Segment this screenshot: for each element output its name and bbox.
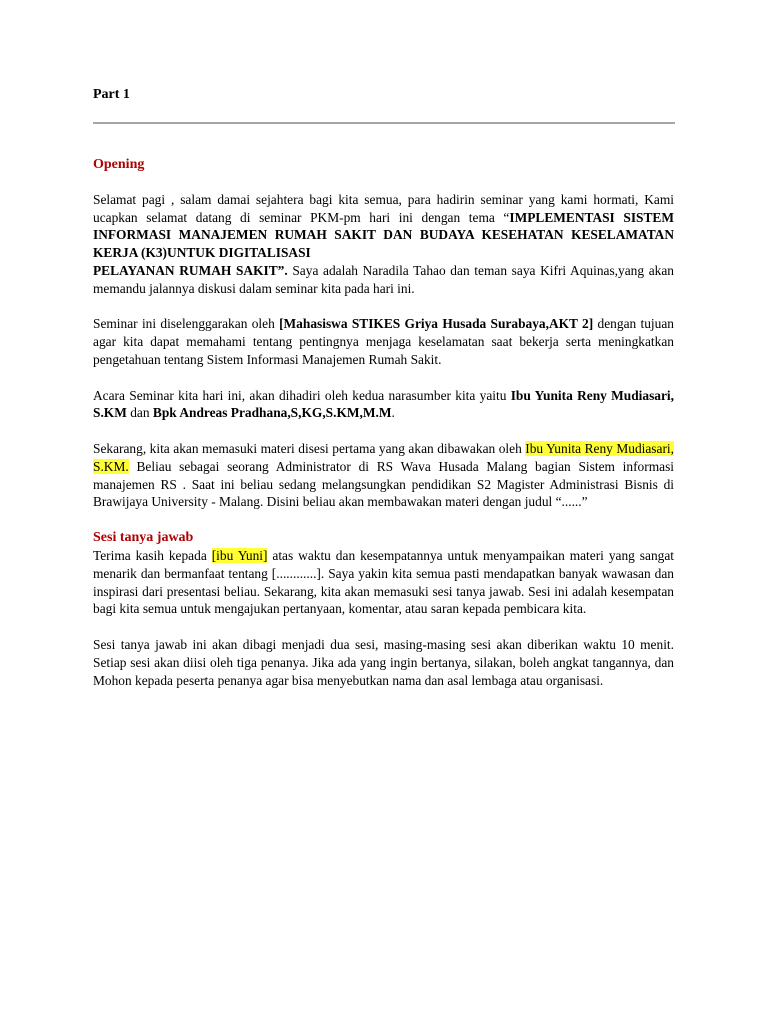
speaker-1: Ibu Yunita Reny Mudiasari, S.KM (93, 387, 674, 421)
part-title: Part 1 (93, 87, 130, 102)
text-run: Saya adalah Naradila Tahao dan teman saya Kifri Aquinas,yang akan memandu jalannya diskusi dalam seminar kita pada hari ini. (93, 262, 674, 296)
organizer: [Mahasiswa STIKES Griya Husada Surabaya,AKT 2] (279, 316, 594, 332)
seminar-theme-cont: PELAYANAN RUMAH SAKIT”. (93, 262, 288, 278)
qa-paragraph-1 (93, 547, 674, 618)
text-run: Seminar ini diselenggarakan oleh (93, 316, 280, 332)
opening-heading: Opening (93, 157, 145, 172)
text-run: atas waktu dan kesempatannya untuk menyampaikan materi yang sangat menarik dan bermanfaat tentang [............]. Saya yakin kita semua pasti mendapatkan banyak wawasan dan inspirasi dari presentasi beliau. Sekarang, kita akan memasuki sesi tanya jawab. Sesi ini adalah kesempatan bagi kita semua untuk mengajukan pertanyaan, komentar, atau saran kepada pembicara kita. (93, 547, 674, 617)
text-run: Beliau sebagai seorang Administrator di RS Wava Husada Malang bagian Sistem informasi manajemen RS . Saat ini beliau sedang melangsungkan pendidikan S2 Magister Administrasi Bisnis di Brawijaya University - Malang. Disini beliau akan membawakan materi dengan judul “......” (93, 458, 674, 510)
opening-paragraph-2 (93, 315, 674, 368)
text-run: Acara Seminar kita hari ini, akan dihadiri oleh kedua narasumber kita yaitu (93, 387, 511, 403)
text-run: dan (126, 405, 153, 421)
opening-paragraph-1 (93, 191, 674, 298)
highlighted-name: [ibu Yuni] (211, 547, 268, 563)
text-run: Selamat pagi , salam damai sejahtera bagi kita semua, para hadirin seminar yang kami hormati, Kami ucapkan selamat datang di seminar PKM-pm hari ini dengan tema “ (93, 191, 674, 225)
speaker-2: Bpk Andreas Pradhana,S,KG,S.KM,M.M (152, 405, 392, 421)
seminar-theme: IMPLEMENTASI SISTEM INFORMASI MANAJEMEN RUMAH SAKIT DAN BUDAYA KESEHATAN KESELAMATAN KERJA (K3)UNTUK DIGITALISASI (93, 209, 674, 261)
text-run: . (391, 405, 395, 421)
opening-paragraph-4 (93, 440, 674, 511)
document-body (93, 156, 674, 707)
qa-heading: Sesi tanya jawab (93, 530, 194, 546)
text-run: Sekarang, kita akan memasuki materi disesi pertama yang akan dibawakan oleh (93, 440, 526, 456)
text-run: dengan tujuan agar kita dapat memahami tentang pentingnya menjaga keselamatan saat bekerja serta meningkatkan pengetahuan tentang Sistem Informasi Manajemen Rumah Sakit. (93, 316, 674, 367)
horizontal-divider (93, 122, 675, 124)
opening-paragraph-3 (93, 387, 674, 423)
highlighted-speaker: Ibu Yunita Reny Mudiasari, S.KM. (93, 440, 674, 474)
text-run: Terima kasih kepada (93, 547, 212, 563)
qa-paragraph-2: Sesi tanya jawab ini akan dibagi menjadi dua sesi, masing-masing sesi akan diberikan waktu 10 menit. Setiap sesi akan diisi oleh tiga penanya. Jika ada yang ingin bertanya, silakan, boleh angkat tangannya, dan Mohon kepada peserta penanya agar bisa menyebutkan nama dan asal lembaga atau organisasi. (93, 636, 674, 688)
